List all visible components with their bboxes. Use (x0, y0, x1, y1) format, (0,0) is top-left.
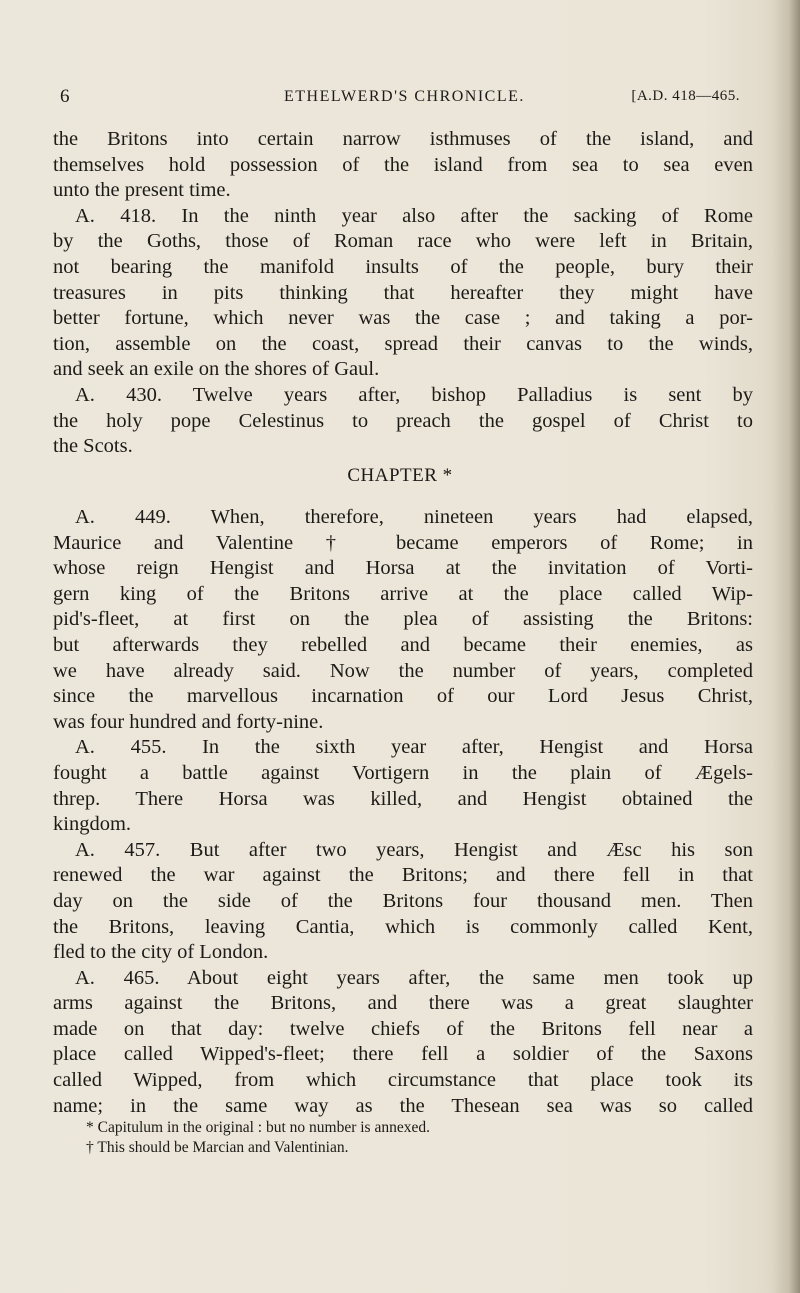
text-line: A. 455. In the sixth year after, Hengist and Horsa (75, 736, 753, 759)
text-line: kingdom. (53, 813, 132, 836)
text-line: the Britons into certain narrow isthmuses of the island, and (53, 128, 753, 150)
text-line: treasures in pits thinking that hereafter they might have (53, 281, 753, 304)
text-line: A. 449. When, therefore, nineteen years had elapsed, (75, 506, 753, 528)
footnote: † This should be Marcian and Valentinian. (86, 1139, 349, 1156)
text-line: since the marvellous incarnation of our Lord Jesus Christ, (53, 685, 753, 708)
text-line: A. 418. In the ninth year also after the sacking of Rome (75, 204, 753, 227)
text-line: renewed the war against the Britons; and there fell in that (53, 864, 753, 887)
text-line: place called Wipped's-fleet; there fell a soldier of the Saxons (53, 1043, 753, 1066)
text-line: fought a battle against Vortigern in the plain of Ægels- (53, 761, 753, 784)
footnotes (86, 1118, 726, 1158)
text-line: day on the side of the Britons four thousand men. Then (53, 889, 753, 912)
chapter-heading: CHAPTER * (347, 465, 453, 486)
text-line: tion, assemble on the coast, spread their canvas to the winds, (53, 332, 753, 355)
text-line: better fortune, which never was the case ; and taking a por- (53, 307, 753, 330)
text-line: gern king of the Britons arrive at the place called Wip- (53, 582, 753, 605)
text-line: themselves hold possession of the island from sea to sea even (53, 153, 753, 176)
page-header (60, 86, 740, 112)
body-text-top (53, 127, 753, 460)
text-line: pid's-fleet, at first on the plea of assisting the Britons: (53, 608, 753, 631)
text-line: by the Goths, those of Roman race who were left in Britain, (53, 230, 753, 253)
text-line: A. 430. Twelve years after, bishop Palladius is sent by (75, 383, 753, 406)
text-line: Maurice and Valentine † became emperors of Rome; in (53, 531, 753, 554)
text-line: called Wipped, from which circumstance that place took its (53, 1069, 753, 1092)
text-line: A. 457. But after two years, Hengist and Æsc his son (75, 838, 753, 861)
text-line: but afterwards they rebelled and became their enemies, as (53, 633, 753, 656)
text-line: threp. There Horsa was killed, and Hengist obtained the (53, 787, 753, 810)
text-line: name; in the same way as the Thesean sea was so called (53, 1094, 753, 1117)
text-line: made on that day: twelve chiefs of the Britons fell near a (53, 1017, 753, 1040)
text-line: we have already said. Now the number of years, completed (53, 659, 753, 682)
text-line: fled to the city of London. (53, 941, 269, 964)
body-text-main (53, 505, 753, 1119)
text-line: unto the present time. (53, 179, 231, 202)
text-line: A. 465. About eight years after, the same men took up (75, 966, 753, 989)
text-line: the holy pope Celestinus to preach the gospel of Christ to (53, 409, 753, 432)
footnote: * Capitulum in the original : but no number is annexed. (86, 1119, 430, 1136)
text-line: arms against the Britons, and there was a great slaughter (53, 992, 753, 1015)
text-line: and seek an exile on the shores of Gaul. (53, 358, 380, 381)
running-title: ETHELWERD'S CHRONICLE. (284, 88, 525, 105)
text-line: was four hundred and forty-nine. (53, 710, 324, 733)
text-line: the Scots. (53, 435, 133, 458)
page-number: 6 (60, 86, 70, 107)
page-edge-shadow (772, 0, 800, 1293)
text-line: not bearing the manifold insults of the people, bury their (53, 255, 753, 278)
text-line: whose reign Hengist and Horsa at the invitation of Vorti- (53, 557, 753, 580)
text-line: the Britons, leaving Cantia, which is commonly called Kent, (53, 915, 753, 938)
date-range: [A.D. 418—465. (631, 88, 740, 104)
